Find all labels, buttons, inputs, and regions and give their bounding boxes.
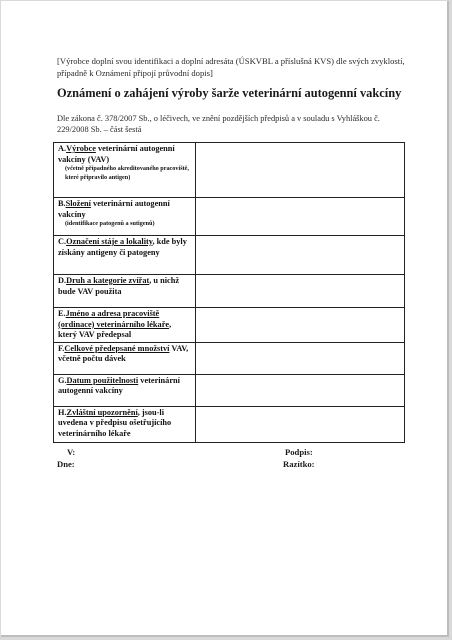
form-row-e <box>54 308 405 343</box>
row-term: Jméno a adresa pracoviště (ordinace) veterinárního lékaře <box>58 309 170 329</box>
row-subnote: (včetně případného akreditovaného pracoviště, které připravilo antigen) <box>65 165 189 181</box>
row-label-a: A.Výrobce veterinární autogenní vakcíny (VAV) (včetně případného akreditovaného pracoviště, které připravilo antigen) <box>54 143 196 198</box>
header-note: [Výrobce doplní svou identifikaci a doplní adresáta (ÚSKVBL a příslušná KVS) dle svých zvyklostí, případně k Oznámení připojí průvodní dopis] <box>57 56 405 78</box>
row-value-g[interactable] <box>196 374 405 406</box>
form-row-c <box>54 236 405 275</box>
row-label-h: H.Zvláštní upozornění, jsou-li uvedena v předpisu ošetřujícího veterinárního lékaře <box>54 406 196 442</box>
row-term: Zvláštní upozornění <box>66 407 138 417</box>
row-term: Druh a kategorie zvířat <box>66 276 150 285</box>
row-label-b: B.Složení veterinární autogenní vakcíny (identifikace patogenů a sutigenů) <box>54 198 196 236</box>
document-title: Oznámení o zahájení výroby šarže veterinární autogenní vakcíny <box>57 86 402 100</box>
row-term: Datum použitelnosti <box>66 375 139 385</box>
row-subnote: (identifikace patogenů a sutigenů) <box>65 220 155 228</box>
place-label: V: <box>67 447 76 457</box>
law-reference: Dle zákona č. 378/2007 Sb., o léčivech, ve znění pozdějších předpisů a v souladu s Vyhláškou č. 229/2008 Sb. – část šestá <box>57 114 380 134</box>
row-label-f: F.Celkové předepsané množství VAV, včetně počtu dávek <box>54 342 196 374</box>
row-term: Označení stáje a lokality <box>66 237 153 246</box>
row-label-g: G.Datum použitelnosti veterinární autogenní vakcíny <box>54 374 196 406</box>
row-label-c: C.Označení stáje a lokality, kde byly získány antigeny či patogeny <box>54 236 196 275</box>
signature-label: Podpis: <box>285 447 313 457</box>
row-value-a[interactable] <box>196 143 405 198</box>
stamp-label: Razítko: <box>283 459 315 469</box>
form-row-g <box>54 374 405 406</box>
row-value-e[interactable] <box>196 308 405 343</box>
row-term: Celkové předepsané množství <box>64 343 170 353</box>
form-row-f <box>54 342 405 374</box>
row-value-c[interactable] <box>196 236 405 275</box>
form-row-b <box>54 198 405 236</box>
form-row-d <box>54 275 405 308</box>
row-label-d: D.Druh a kategorie zvířat, u nichž bude VAV použita <box>54 275 196 308</box>
notification-form-table <box>53 142 405 443</box>
document-page <box>1 1 449 637</box>
row-term: Výrobce <box>66 144 96 153</box>
row-value-h[interactable] <box>196 406 405 442</box>
row-term: Složení <box>65 199 91 208</box>
form-row-a <box>54 143 405 198</box>
row-label-e: E.Jméno a adresa pracoviště (ordinace) veterinárního lékaře, který VAV předepsal <box>54 308 196 343</box>
row-value-f[interactable] <box>196 342 405 374</box>
form-row-h <box>54 406 405 442</box>
row-value-b[interactable] <box>196 198 405 236</box>
row-value-d[interactable] <box>196 275 405 308</box>
date-label: Dne: <box>57 459 75 469</box>
